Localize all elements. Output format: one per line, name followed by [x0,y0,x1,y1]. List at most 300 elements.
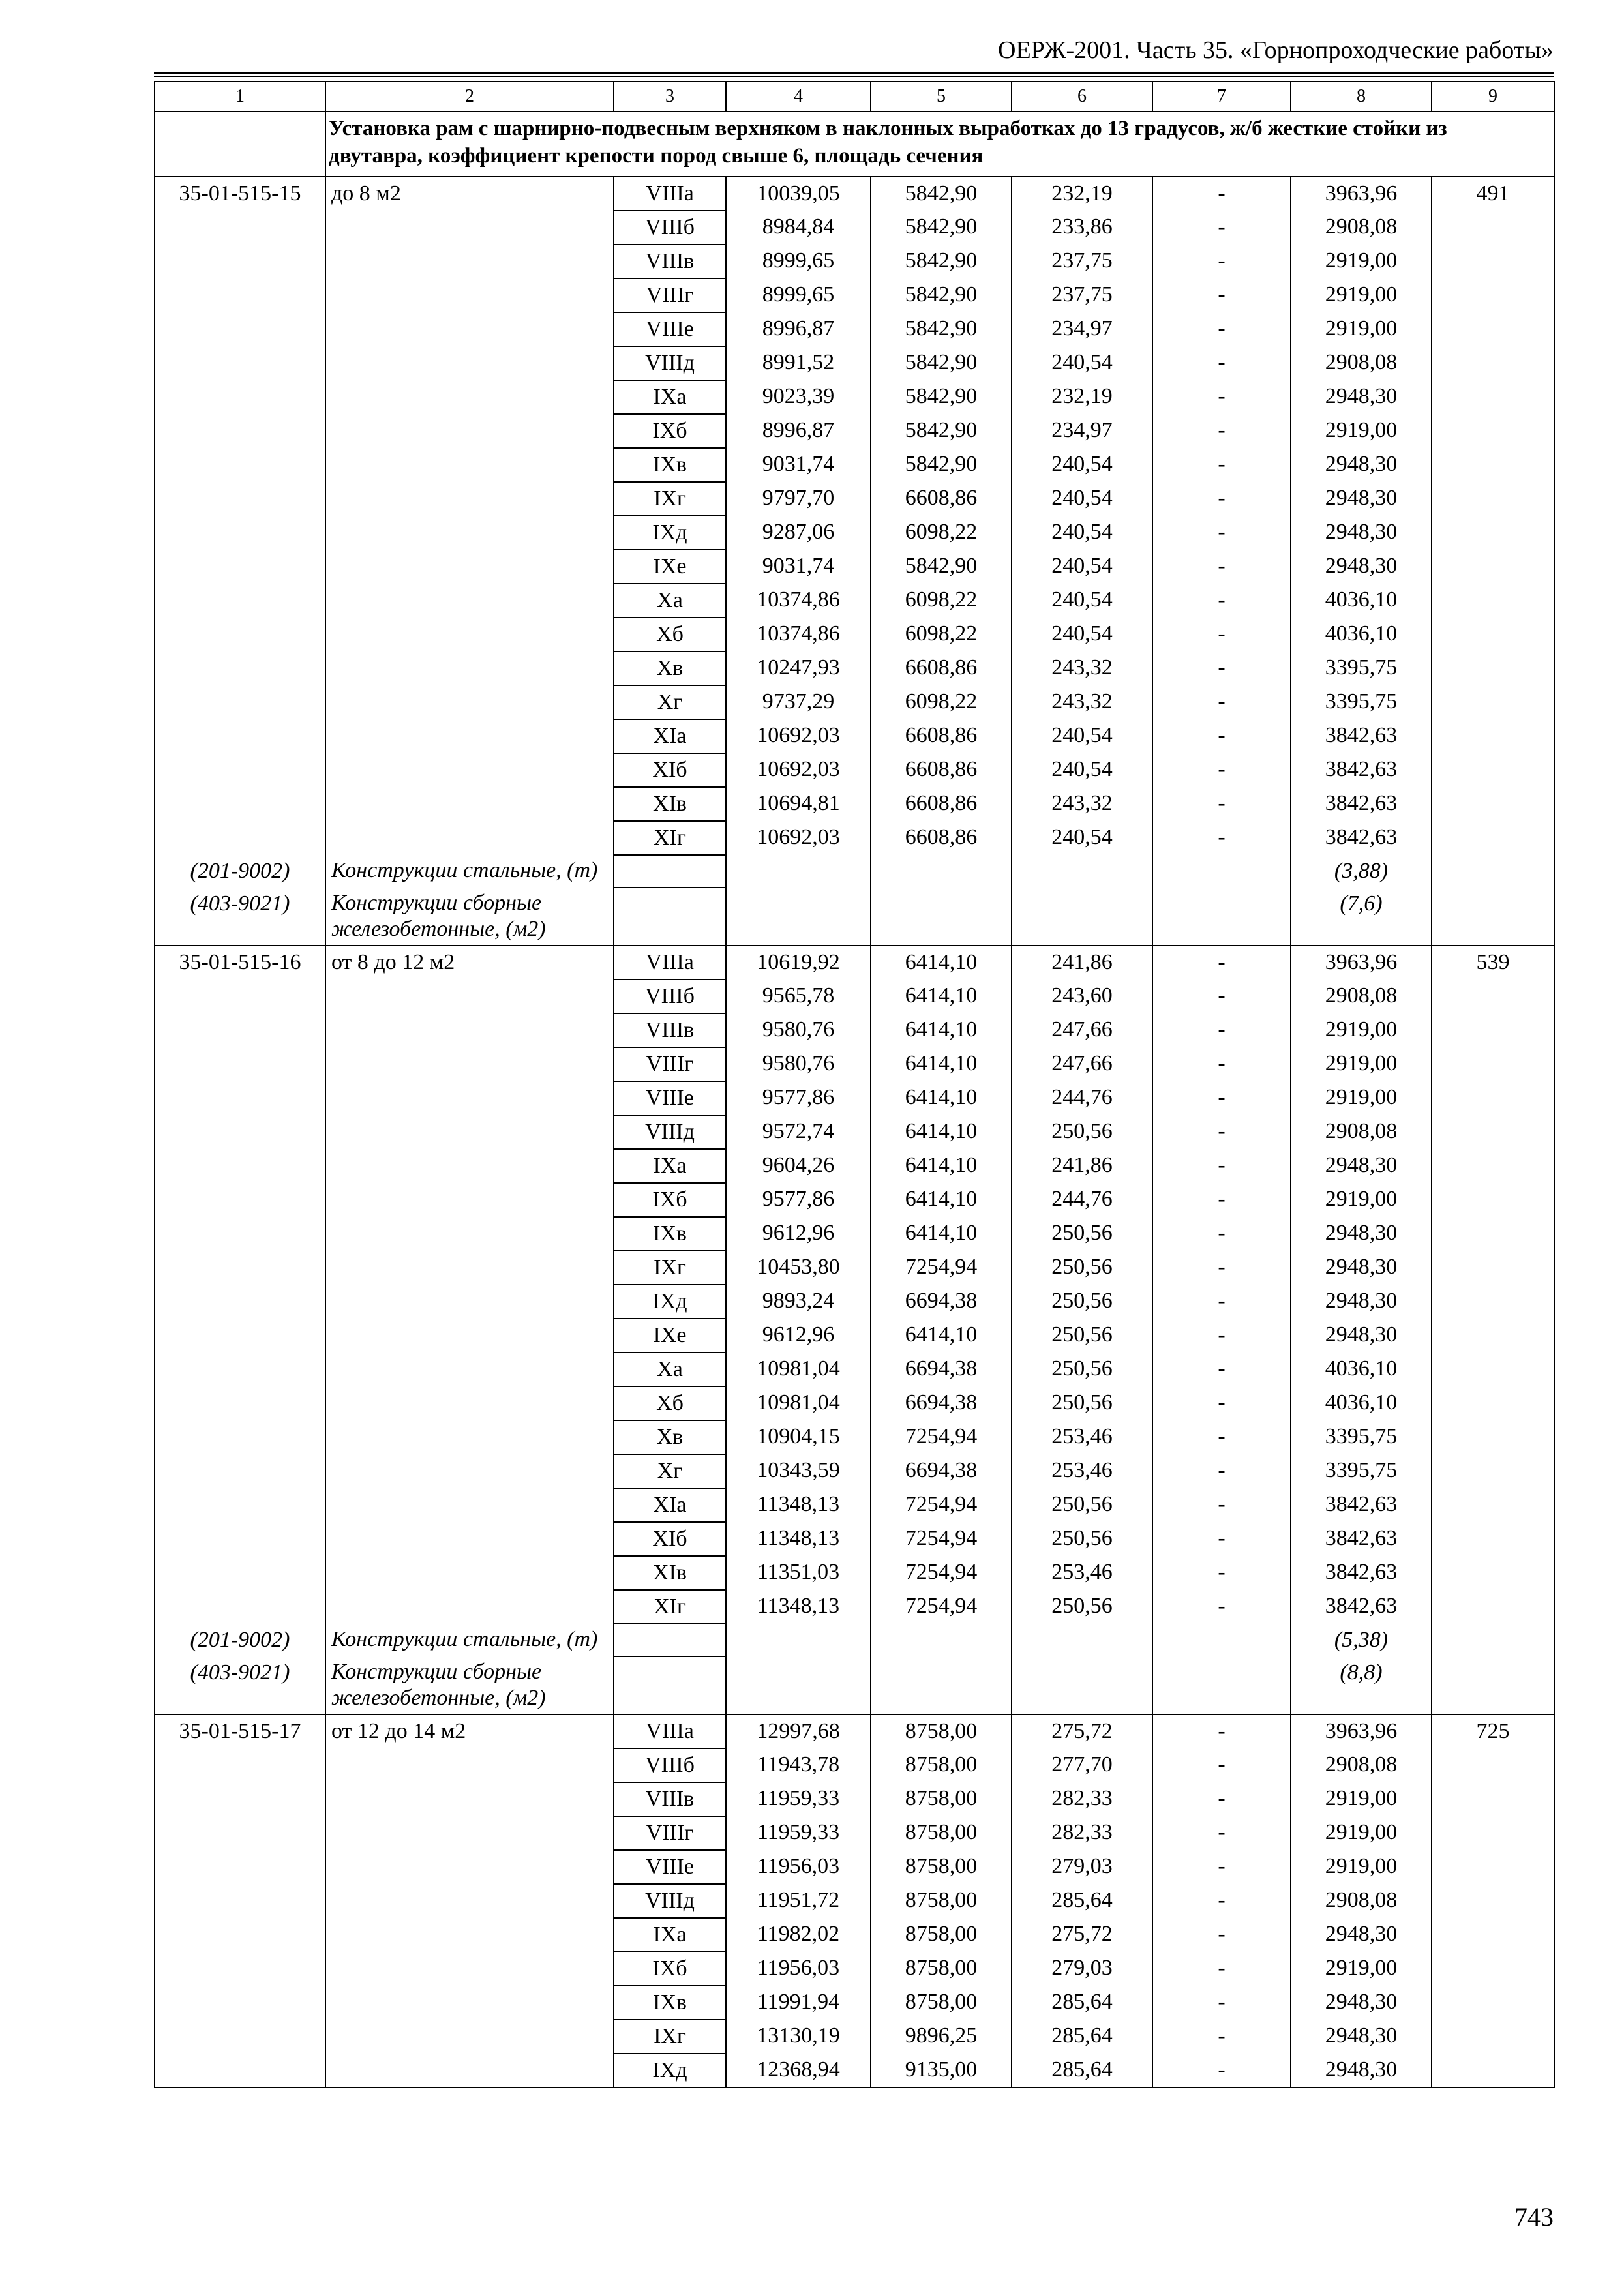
machine-operation: 250,56 [1012,1319,1152,1353]
rock-category: IXе [614,1319,726,1353]
rock-category: XIв [614,1556,726,1590]
rock-category: VIIIг [614,278,726,312]
cross-section-empty [325,516,614,550]
machinist-wages: - [1152,2054,1291,2087]
labor-hours-empty [1432,1488,1554,1522]
resource-empty [871,888,1012,946]
labor-wages: 7254,94 [871,1488,1012,1522]
direct-costs: 9612,96 [726,1319,871,1353]
rock-category: IXа [614,1149,726,1183]
rate-code-empty [155,1081,325,1115]
labor-hours-empty [1432,1782,1554,1816]
materials-cost: 3395,75 [1291,685,1432,719]
machinist-wages: - [1152,618,1291,651]
rate-code-empty [155,1556,325,1590]
rock-category: VIIIд [614,346,726,380]
labor-wages: 6414,10 [871,1115,1012,1149]
direct-costs: 10692,03 [726,821,871,855]
table-row [155,787,1554,821]
rate-code-empty [155,651,325,685]
table-row [155,1319,1554,1353]
rate-code-empty [155,1952,325,1986]
labor-wages: 7254,94 [871,1251,1012,1285]
resource-empty [871,1624,1012,1656]
direct-costs: 11351,03 [726,1556,871,1590]
labor-wages: 5842,90 [871,211,1012,245]
rock-category: VIIIв [614,1782,726,1816]
direct-costs: 10343,59 [726,1454,871,1488]
resource-quantity: (8,8) [1291,1656,1432,1714]
rate-code-empty [155,1590,325,1624]
machinist-wages: - [1152,278,1291,312]
direct-costs: 11982,02 [726,1918,871,1952]
machinist-wages: - [1152,719,1291,753]
labor-hours-empty [1432,685,1554,719]
materials-cost: 3842,63 [1291,821,1432,855]
rate-code-empty [155,516,325,550]
machine-operation: 247,66 [1012,1047,1152,1081]
labor-hours-empty [1432,1556,1554,1590]
table-row [155,1420,1554,1454]
labor-hours-empty [1432,787,1554,821]
materials-cost: 4036,10 [1291,1353,1432,1386]
materials-cost: 2948,30 [1291,550,1432,584]
rock-category: XIг [614,821,726,855]
cross-section-empty [325,1420,614,1454]
rates-table-body [155,82,1554,2087]
labor-wages: 8758,00 [871,1986,1012,2020]
resource-quantity: (3,88) [1291,855,1432,888]
direct-costs: 8996,87 [726,414,871,448]
machine-operation: 275,72 [1012,1918,1152,1952]
table-row [155,1217,1554,1251]
rock-category: IXд [614,2054,726,2087]
cross-section-empty [325,1081,614,1115]
machine-operation: 282,33 [1012,1782,1152,1816]
labor-wages: 9135,00 [871,2054,1012,2087]
column-number: 2 [325,82,614,112]
direct-costs: 10374,86 [726,584,871,618]
machine-operation: 250,56 [1012,1353,1152,1386]
resource-empty [1152,888,1291,946]
rate-code-empty [155,1918,325,1952]
rate-code-empty [155,1217,325,1251]
resource-empty [614,855,726,888]
rock-category: XIг [614,1590,726,1624]
rate-code: 35-01-515-17 [155,1714,325,1748]
rate-code-empty [155,1816,325,1850]
section-title-spacer [155,112,325,177]
machinist-wages: - [1152,1319,1291,1353]
machinist-wages: - [1152,1217,1291,1251]
table-row [155,414,1554,448]
column-number: 3 [614,82,726,112]
table-row [155,651,1554,685]
machine-operation: 250,56 [1012,1115,1152,1149]
machinist-wages: - [1152,1952,1291,1986]
labor-hours-empty [1432,380,1554,414]
labor-wages: 6098,22 [871,685,1012,719]
machinist-wages: - [1152,980,1291,1013]
rate-code-empty [155,312,325,346]
labor-hours-empty [1432,1183,1554,1217]
labor-wages: 5842,90 [871,414,1012,448]
labor-wages: 5842,90 [871,177,1012,211]
table-row [155,618,1554,651]
rock-category: IXв [614,448,726,482]
machinist-wages: - [1152,550,1291,584]
labor-wages: 6414,10 [871,1217,1012,1251]
labor-hours-empty [1432,1047,1554,1081]
direct-costs: 9604,26 [726,1149,871,1183]
page-header-title: ОЕРЖ-2001. Часть 35. «Горнопроходческие работы» [998,37,1554,64]
resource-name: Конструкции стальные, (т) [325,1624,614,1656]
rate-code-empty [155,719,325,753]
cross-section-empty [325,278,614,312]
materials-cost: 2948,30 [1291,1319,1432,1353]
machine-operation: 253,46 [1012,1420,1152,1454]
resource-row [155,1624,1554,1656]
table-row [155,346,1554,380]
table-row [155,584,1554,618]
labor-hours-empty [1432,821,1554,855]
labor-wages: 7254,94 [871,1556,1012,1590]
materials-cost: 2948,30 [1291,1918,1432,1952]
section-title-row [155,112,1554,177]
rate-code-empty [155,618,325,651]
cross-section-empty [325,1488,614,1522]
resource-empty [1432,1656,1554,1714]
materials-cost: 2919,00 [1291,1183,1432,1217]
labor-hours-empty [1432,346,1554,380]
table-row [155,1081,1554,1115]
cross-section-empty [325,1183,614,1217]
rock-category: Xг [614,685,726,719]
table-row [155,1556,1554,1590]
table-row [155,1047,1554,1081]
machinist-wages: - [1152,1816,1291,1850]
resource-quantity: (7,6) [1291,888,1432,946]
labor-hours-empty [1432,1748,1554,1782]
materials-cost: 2919,00 [1291,1816,1432,1850]
table-row [155,2054,1554,2087]
machinist-wages: - [1152,1251,1291,1285]
table-row [155,1952,1554,1986]
labor-wages: 5842,90 [871,550,1012,584]
rock-category: VIIIг [614,1816,726,1850]
table-row [155,2020,1554,2054]
table-row [155,448,1554,482]
resource-code: (201-9002) [155,855,325,888]
resource-row [155,888,1554,946]
direct-costs: 11956,03 [726,1952,871,1986]
cross-section-empty [325,980,614,1013]
materials-cost: 2948,30 [1291,1986,1432,2020]
machine-operation: 250,56 [1012,1285,1152,1319]
materials-cost: 2908,08 [1291,1748,1432,1782]
machine-operation: 240,54 [1012,448,1152,482]
rate-code-empty [155,685,325,719]
machinist-wages: - [1152,1353,1291,1386]
machinist-wages: - [1152,1047,1291,1081]
rate-code-empty [155,278,325,312]
labor-wages: 8758,00 [871,1850,1012,1884]
machine-operation: 237,75 [1012,278,1152,312]
direct-costs: 12997,68 [726,1714,871,1748]
machine-operation: 250,56 [1012,1217,1152,1251]
rock-category: IXб [614,1952,726,1986]
cross-section-empty [325,1319,614,1353]
direct-costs: 8999,65 [726,278,871,312]
resource-row [155,1656,1554,1714]
cross-section-empty [325,1386,614,1420]
machinist-wages: - [1152,211,1291,245]
labor-hours-empty [1432,312,1554,346]
cross-section-empty [325,414,614,448]
labor-hours-empty [1432,482,1554,516]
direct-costs: 11959,33 [726,1782,871,1816]
materials-cost: 4036,10 [1291,1386,1432,1420]
table-row [155,211,1554,245]
machine-operation: 243,32 [1012,651,1152,685]
labor-hours: 491 [1432,177,1554,211]
table-row [155,245,1554,278]
machinist-wages: - [1152,380,1291,414]
labor-wages: 5842,90 [871,312,1012,346]
column-number-row [155,82,1554,112]
rock-category: VIIIа [614,946,726,980]
direct-costs: 11956,03 [726,1850,871,1884]
machinist-wages: - [1152,1454,1291,1488]
cross-section-empty [325,1454,614,1488]
cross-section-empty [325,1251,614,1285]
resource-empty [614,1656,726,1714]
rock-category: Xв [614,651,726,685]
resource-empty [614,1624,726,1656]
machinist-wages: - [1152,177,1291,211]
machine-operation: 232,19 [1012,177,1152,211]
direct-costs: 8999,65 [726,245,871,278]
materials-cost: 3842,63 [1291,1590,1432,1624]
resource-empty [1012,888,1152,946]
materials-cost: 2948,30 [1291,516,1432,550]
direct-costs: 11348,13 [726,1590,871,1624]
machine-operation: 233,86 [1012,211,1152,245]
rate-code-empty [155,550,325,584]
machine-operation: 250,56 [1012,1386,1152,1420]
direct-costs: 9023,39 [726,380,871,414]
labor-wages: 8758,00 [871,1748,1012,1782]
direct-costs: 9797,70 [726,482,871,516]
rate-code-empty [155,380,325,414]
labor-wages: 6608,86 [871,821,1012,855]
direct-costs: 10692,03 [726,753,871,787]
labor-hours-empty [1432,1918,1554,1952]
table-row [155,1884,1554,1918]
rate-code-empty [155,1986,325,2020]
rock-category: IXв [614,1986,726,2020]
rate-code-empty [155,821,325,855]
labor-wages: 6098,22 [871,584,1012,618]
machinist-wages: - [1152,516,1291,550]
direct-costs: 10692,03 [726,719,871,753]
resource-empty [1152,855,1291,888]
cross-section-empty [325,1522,614,1556]
rate-code: 35-01-515-16 [155,946,325,980]
labor-hours-empty [1432,1590,1554,1624]
labor-wages: 6414,10 [871,1013,1012,1047]
rock-category: IXе [614,550,726,584]
table-row [155,1816,1554,1850]
cross-section-empty [325,1353,614,1386]
machinist-wages: - [1152,2020,1291,2054]
machinist-wages: - [1152,1115,1291,1149]
direct-costs: 9577,86 [726,1081,871,1115]
rate-code-empty [155,1850,325,1884]
cross-section-empty [325,2054,614,2087]
materials-cost: 2919,00 [1291,1782,1432,1816]
rate-code-empty [155,1353,325,1386]
machinist-wages: - [1152,821,1291,855]
resource-row [155,855,1554,888]
table-row [155,1013,1554,1047]
labor-hours-empty [1432,1285,1554,1319]
cross-section-empty [325,821,614,855]
cross-section-empty [325,550,614,584]
rate-code-empty [155,1782,325,1816]
materials-cost: 2919,00 [1291,1850,1432,1884]
table-row [155,550,1554,584]
direct-costs: 9287,06 [726,516,871,550]
materials-cost: 2948,30 [1291,2054,1432,2087]
materials-cost: 2948,30 [1291,1285,1432,1319]
column-number: 8 [1291,82,1432,112]
column-number: 6 [1012,82,1152,112]
resource-empty [1432,888,1554,946]
materials-cost: 3842,63 [1291,719,1432,753]
cross-section-empty [325,1013,614,1047]
labor-hours-empty [1432,448,1554,482]
table-row [155,482,1554,516]
cross-section-empty [325,651,614,685]
rate-code-empty [155,414,325,448]
machinist-wages: - [1152,414,1291,448]
materials-cost: 3395,75 [1291,651,1432,685]
direct-costs: 11943,78 [726,1748,871,1782]
machinist-wages: - [1152,245,1291,278]
rate-code-empty [155,1319,325,1353]
rock-category: VIIIв [614,1013,726,1047]
resource-empty [1152,1656,1291,1714]
rate-code-empty [155,980,325,1013]
header-rule-bottom [154,76,1554,77]
table-row [155,1590,1554,1624]
table-row [155,1285,1554,1319]
labor-wages: 5842,90 [871,346,1012,380]
machine-operation: 243,60 [1012,980,1152,1013]
labor-hours-empty [1432,618,1554,651]
direct-costs: 11348,13 [726,1522,871,1556]
direct-costs: 9580,76 [726,1013,871,1047]
machine-operation: 285,64 [1012,1986,1152,2020]
rate-code-empty [155,787,325,821]
machine-operation: 234,97 [1012,312,1152,346]
machine-operation: 240,54 [1012,482,1152,516]
labor-hours: 725 [1432,1714,1554,1748]
direct-costs: 9031,74 [726,550,871,584]
table-row [155,1918,1554,1952]
materials-cost: 3842,63 [1291,753,1432,787]
direct-costs: 10981,04 [726,1353,871,1386]
rate-code-empty [155,1748,325,1782]
resource-empty [726,1656,871,1714]
rock-category: IXб [614,1183,726,1217]
machine-operation: 240,54 [1012,516,1152,550]
machinist-wages: - [1152,651,1291,685]
materials-cost: 3395,75 [1291,1420,1432,1454]
labor-wages: 6414,10 [871,1319,1012,1353]
rate-code-empty [155,245,325,278]
labor-hours-empty [1432,1386,1554,1420]
labor-hours-empty [1432,414,1554,448]
machine-operation: 244,76 [1012,1081,1152,1115]
table-row [155,1522,1554,1556]
resource-name: Конструкции стальные, (т) [325,855,614,888]
resource-empty [1012,1624,1152,1656]
cross-section-empty [325,1748,614,1782]
labor-wages: 6694,38 [871,1386,1012,1420]
materials-cost: 2919,00 [1291,1013,1432,1047]
labor-wages: 8758,00 [871,1918,1012,1952]
materials-cost: 2908,08 [1291,211,1432,245]
machine-operation: 247,66 [1012,1013,1152,1047]
direct-costs: 11348,13 [726,1488,871,1522]
resource-empty [1012,1656,1152,1714]
header-rule-top [154,72,1554,74]
machinist-wages: - [1152,1748,1291,1782]
machine-operation: 240,54 [1012,753,1152,787]
table-row [155,1850,1554,1884]
direct-costs: 8996,87 [726,312,871,346]
table-row [155,380,1554,414]
resource-name: Конструкции сборные железобетонные, (м2) [325,1656,614,1714]
rock-category: Xб [614,618,726,651]
rock-category: XIб [614,1522,726,1556]
materials-cost: 3963,96 [1291,1714,1432,1748]
machine-operation: 282,33 [1012,1816,1152,1850]
direct-costs: 10619,92 [726,946,871,980]
labor-wages: 8758,00 [871,1884,1012,1918]
cross-section-empty [325,1149,614,1183]
cross-section-empty [325,1285,614,1319]
cross-section-empty [325,211,614,245]
cross-section-empty [325,787,614,821]
labor-wages: 5842,90 [871,278,1012,312]
rate-code-empty [155,1884,325,1918]
machine-operation: 285,64 [1012,2020,1152,2054]
labor-wages: 6098,22 [871,516,1012,550]
labor-wages: 5842,90 [871,448,1012,482]
labor-hours-empty [1432,2020,1554,2054]
labor-hours-empty [1432,1454,1554,1488]
machine-operation: 234,97 [1012,414,1152,448]
labor-wages: 7254,94 [871,1420,1012,1454]
rate-code-empty [155,2020,325,2054]
labor-wages: 6608,86 [871,719,1012,753]
rate-code-empty [155,1488,325,1522]
labor-wages: 5842,90 [871,380,1012,414]
cross-section-empty [325,1590,614,1624]
